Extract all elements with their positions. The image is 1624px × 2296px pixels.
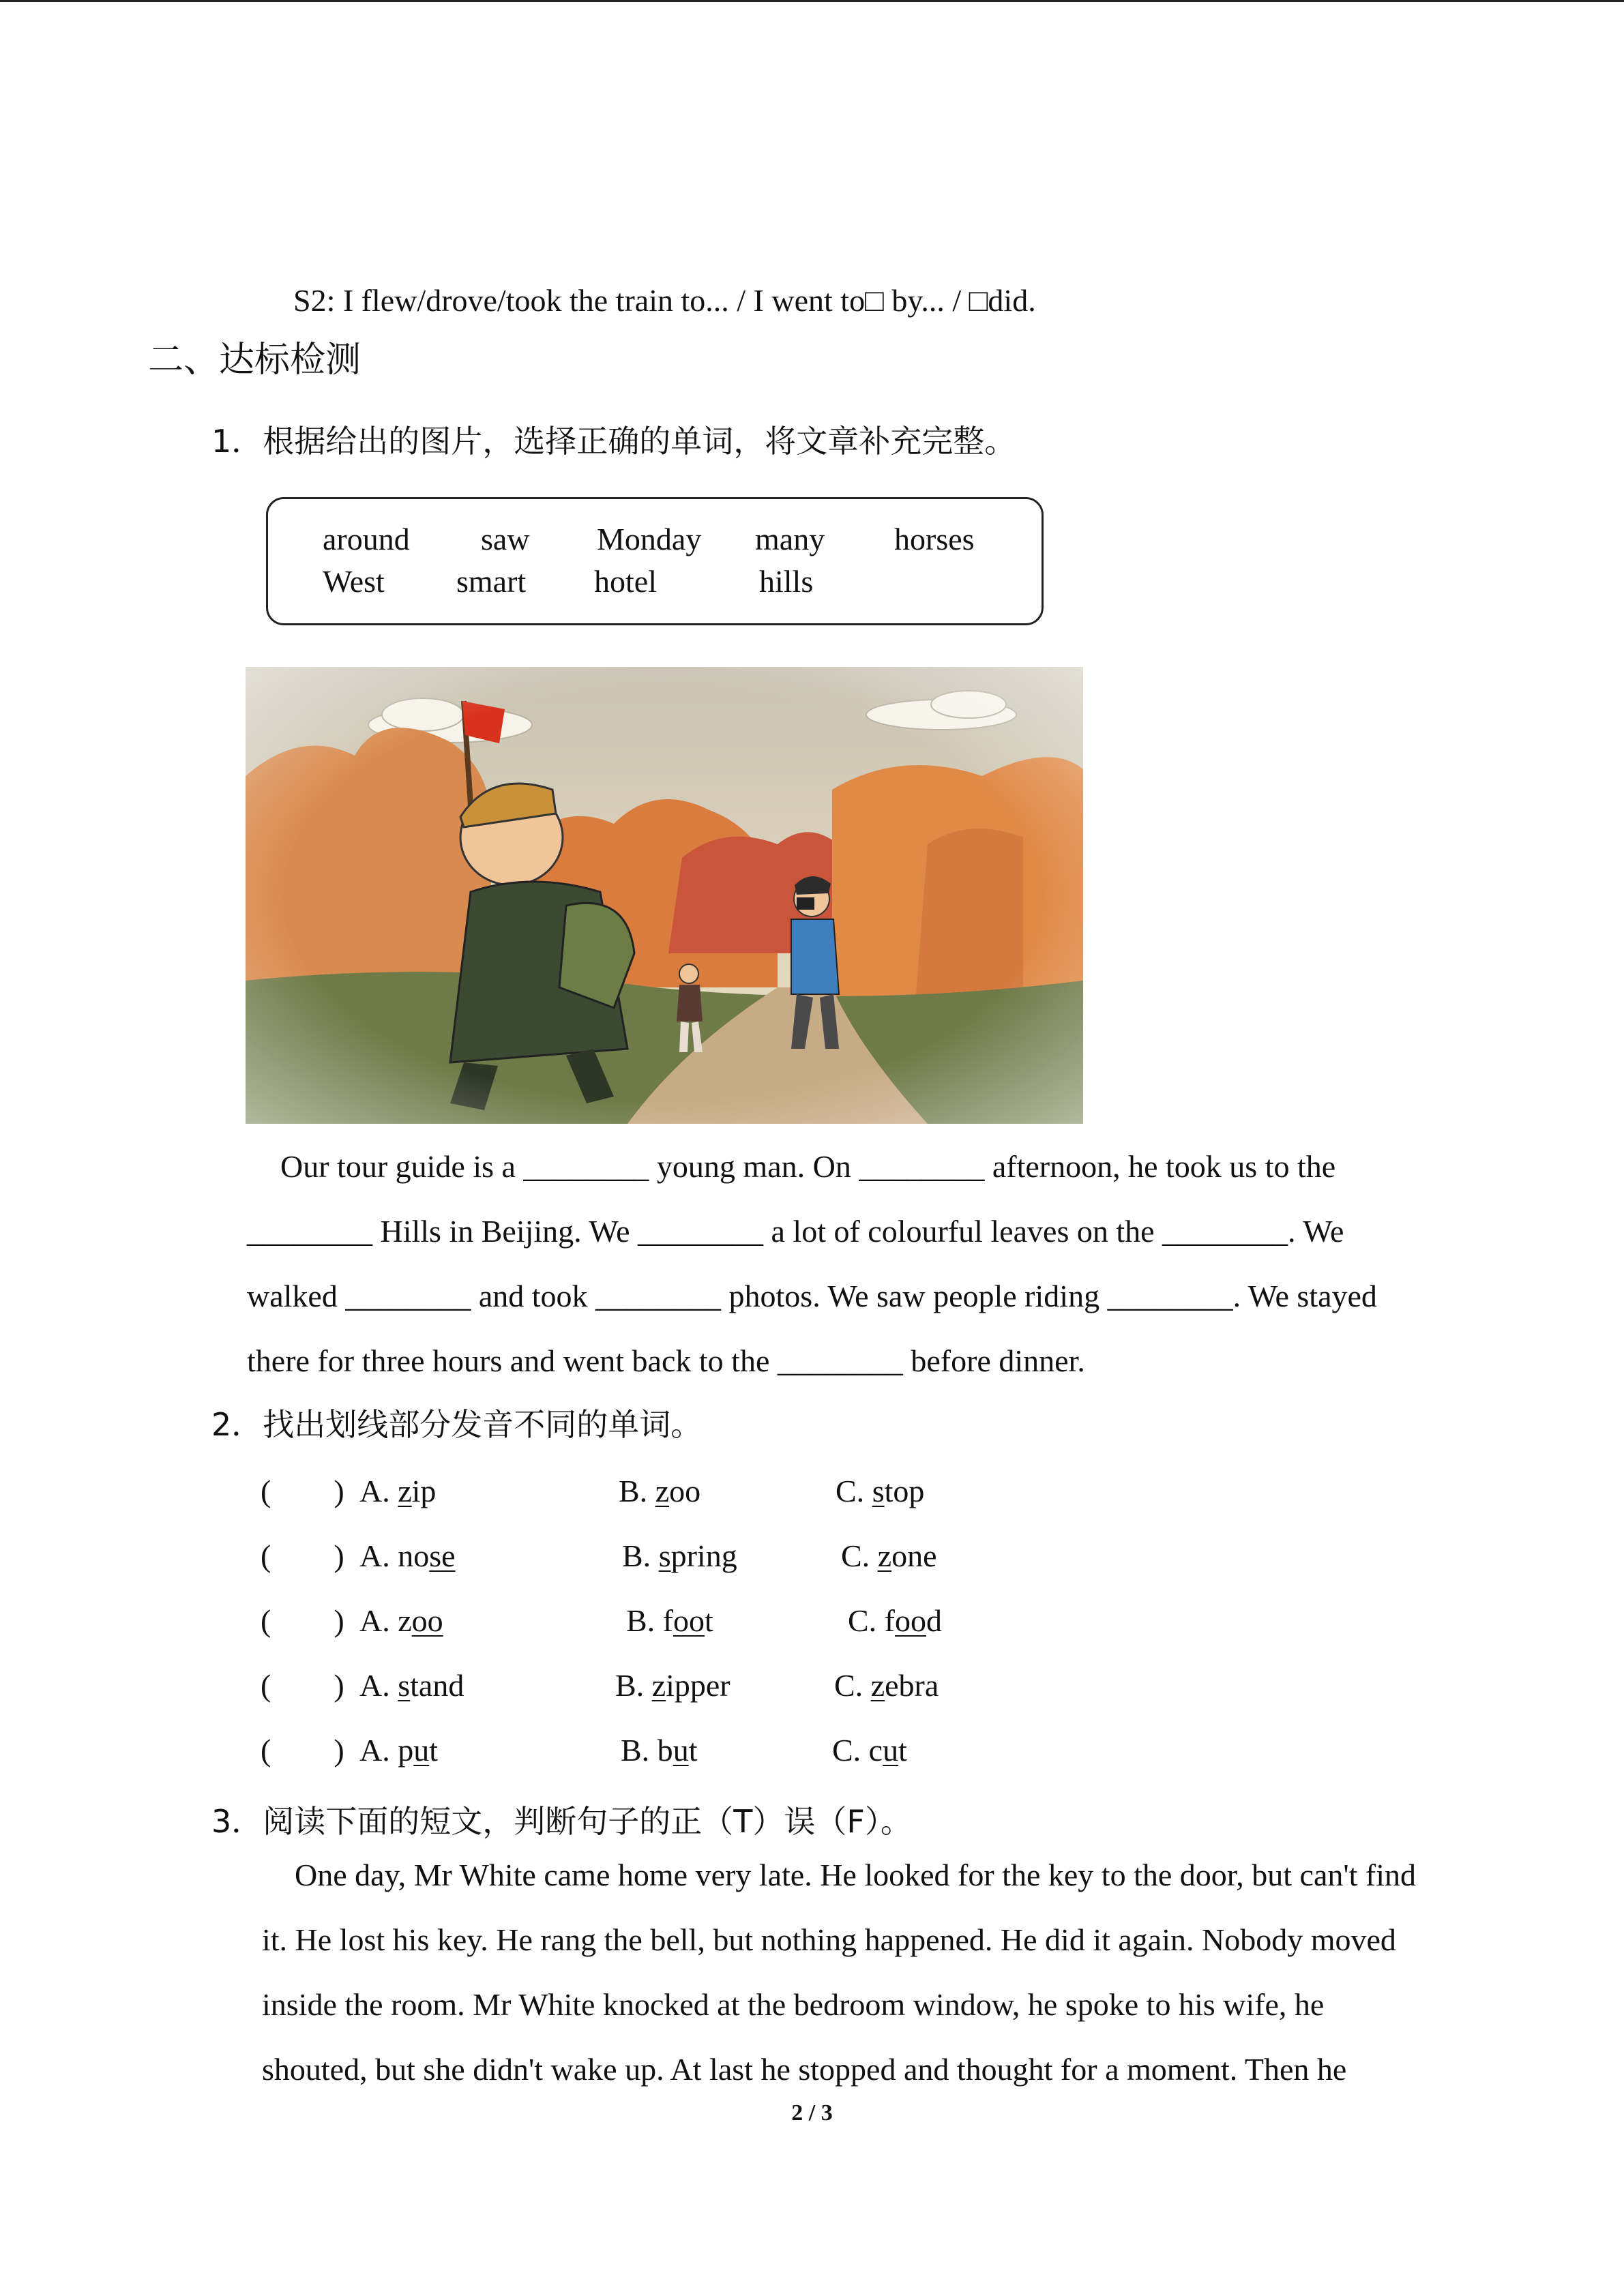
word-bank-item: saw bbox=[481, 522, 530, 556]
word-bank-item: horses bbox=[894, 522, 975, 556]
word-bank-item: around bbox=[323, 522, 410, 556]
option-b: B. zipper bbox=[615, 1668, 730, 1703]
word-bank-item: hotel bbox=[594, 564, 657, 599]
option-b: B. spring bbox=[622, 1538, 737, 1573]
answer-bracket[interactable]: ( ) bbox=[261, 1538, 344, 1573]
autumn-hills-illustration bbox=[246, 667, 1083, 1124]
answer-bracket[interactable]: ( ) bbox=[261, 1603, 344, 1638]
section-title: 二、达标检测 bbox=[148, 340, 361, 381]
option-a: A. zip bbox=[359, 1474, 437, 1508]
answer-bracket[interactable]: ( ) bbox=[261, 1733, 344, 1768]
word-bank-item: hills bbox=[759, 564, 814, 599]
q1-passage-line: Our tour guide is a ________ young man. On ________ afternoon, he took us to the bbox=[280, 1149, 1336, 1184]
page-number: 2 / 3 bbox=[791, 2100, 833, 2126]
q1-passage-line: ________ Hills in Beijing. We ________ a lot of colourful leaves on the ________. We bbox=[247, 1214, 1344, 1249]
q1-passage-line: walked ________ and took ________ photos. We saw people riding ________. We stayed bbox=[247, 1279, 1377, 1313]
option-a: A. stand bbox=[359, 1668, 464, 1703]
option-c: C. zebra bbox=[834, 1668, 939, 1703]
q3-passage-line: One day, Mr White came home very late. He looked for the key to the door, but can't find bbox=[295, 1858, 1417, 1892]
option-a: A. nose bbox=[359, 1538, 456, 1573]
q3-passage-line: inside the room. Mr White knocked at the bedroom window, he spoke to his wife, he bbox=[262, 1987, 1325, 2022]
option-b: B. zoo bbox=[619, 1474, 701, 1508]
q1-passage-line: there for three hours and went back to the ________ before dinner. bbox=[247, 1343, 1085, 1378]
q2-heading: 2．找出划线部分发音不同的单词。 bbox=[211, 1406, 703, 1443]
q3-passage-line: it. He lost his key. He rang the bell, but nothing happened. He did it again. Nobody moved bbox=[262, 1922, 1396, 1957]
s2-dialogue-line: S2: I flew/drove/took the train to... / I went to□ by... / □did. bbox=[293, 283, 1036, 318]
q3-heading: 3．阅读下面的短文，判断句子的正（T）误（F）。 bbox=[211, 1803, 912, 1840]
word-bank-box bbox=[266, 497, 1044, 625]
option-c: C. stop bbox=[836, 1474, 925, 1508]
option-a: A. put bbox=[359, 1733, 439, 1768]
word-bank-item: many bbox=[755, 522, 825, 556]
option-b: B. but bbox=[621, 1733, 698, 1768]
option-c: C. cut bbox=[832, 1733, 907, 1768]
option-b: B. foot bbox=[626, 1603, 713, 1638]
q3-passage-line: shouted, but she didn't wake up. At last he stopped and thought for a moment. Then he bbox=[262, 2052, 1347, 2087]
answer-bracket[interactable]: ( ) bbox=[261, 1668, 344, 1703]
option-c: C. zone bbox=[841, 1538, 937, 1573]
word-bank-item: Monday bbox=[597, 522, 702, 556]
q1-heading: 1．根据给出的图片，选择正确的单词，将文章补充完整。 bbox=[211, 423, 1016, 460]
option-c: C. food bbox=[848, 1603, 942, 1638]
option-a: A. zoo bbox=[359, 1603, 443, 1638]
top-border-line bbox=[0, 0, 1624, 2]
word-bank-item: West bbox=[323, 564, 385, 599]
answer-bracket[interactable]: ( ) bbox=[261, 1474, 344, 1508]
word-bank-item: smart bbox=[456, 564, 527, 599]
